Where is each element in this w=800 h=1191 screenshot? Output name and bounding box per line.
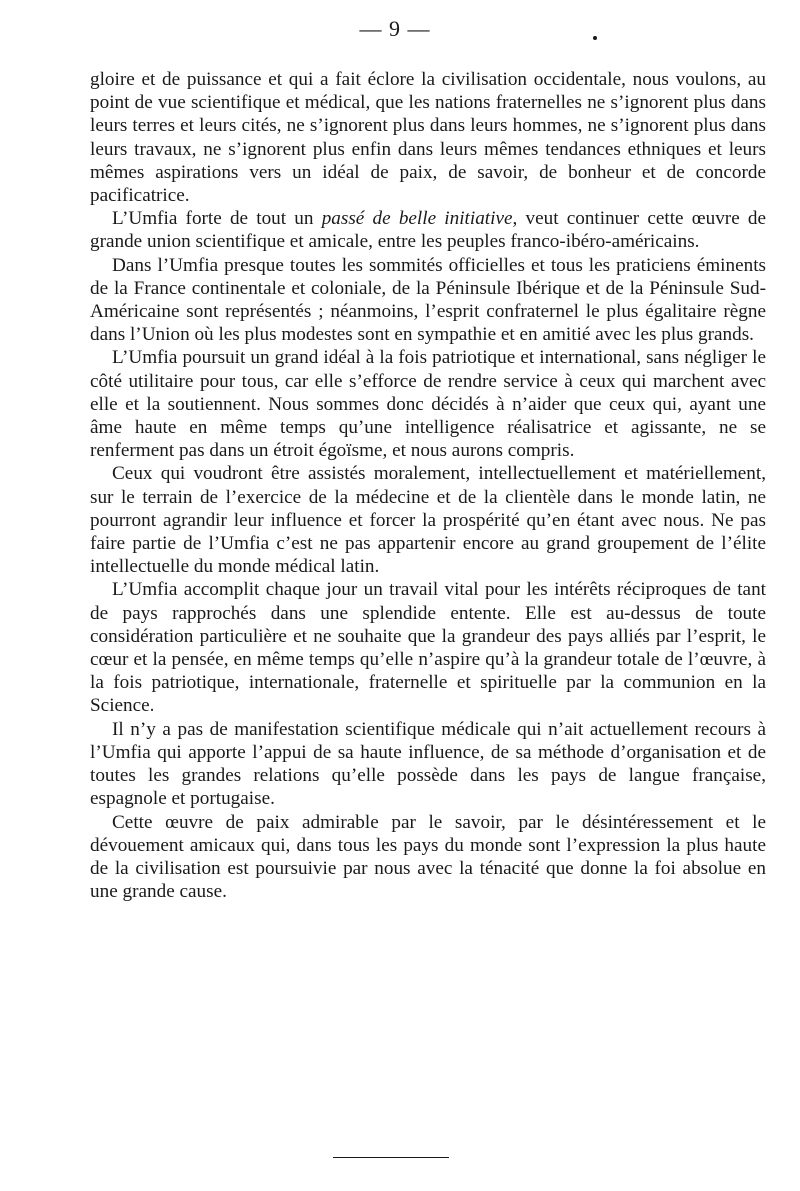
paragraph-text: Ceux qui voudront être assistés moralement, intellectuellement et matériellement, sur le terrain de l’exercice de la médecine et de la clientèle dans le monde latin, ne pourront agrandir leur influence et forcer la prospérité qu’en étant avec nous. Ne pas faire partie de l’Umfia c’est ne pas appartenir encore au grand groupement de l’élite intellectuelle du monde médical latin. xyxy=(90,463,766,578)
ink-dot-mark xyxy=(593,36,597,40)
paragraph-continued xyxy=(90,68,766,207)
page-number: — 9 — xyxy=(359,16,431,41)
paragraph-sommites xyxy=(90,254,766,347)
paragraph-ideal xyxy=(90,346,766,462)
paragraph-travail-vital xyxy=(90,578,766,717)
emphasis-text: passé de belle initiative xyxy=(321,208,513,230)
paragraph-text: L’Umfia accomplit chaque jour un travail vital pour les intérêts réciproques de tant de pays rapprochés dans une splendide entente. Elle est au-dessus de toute considération particulière et ne souhaite que la grandeur des pays alliés par l’esprit, le cœur et la pensée, en même temps qu’elle n’aspire qu’à la grandeur totale de l’œuvre, à la fois patriotique, internationale, fraternelle et spirituelle par la communion en la Science. xyxy=(90,579,766,717)
paragraph-text: L’Umfia poursuit un grand idéal à la fois patriotique et international, sans négliger le côté utilitaire pour tous, car elle s’efforce de rendre service à ceux qui marchent avec elle et la soutiennent. Nous sommes donc décidés à n’aider que ceux qui, ayant une âme haute en même temps qu’une intelligence réalisatrice et agissante, ne se renferment pas dans un étroit égoïsme, et nous aurons compris. xyxy=(90,347,766,462)
paragraph-oeuvre-paix xyxy=(90,811,766,904)
paragraph-assistes xyxy=(90,462,766,578)
paragraph-text: gloire et de puissance et qui a fait éclore la civilisation occidentale, nous voulons, au point de vue scientifique et médical, que les nations fraternelles ne s’ignorent plus dans leurs terres et leurs cités, ne s’ignorent plus dans leurs hommes, ne s’ignorent plus dans leurs travaux, ne s’ignorent plus enfin dans leurs mêmes tendances ethniques et leurs mêmes aspirations vers un idéal de paix, de savoir, de bonheur et de concorde pacificatrice. xyxy=(90,69,766,207)
page-header xyxy=(0,14,800,48)
paragraph-text: Cette œuvre de paix admirable par le savoir, par le désintéressement et le dévouement amicaux qui, dans tous les pays du monde sont l’expression la plus haute de la civilisation est poursuivie par nous avec la ténacité que donne la foi absolue en une grande cause. xyxy=(90,811,766,903)
footer-divider xyxy=(333,1157,449,1158)
paragraph-manifestation xyxy=(90,718,766,811)
paragraph-text: , veut continuer cette œuvre de grande union scientifique et amicale, entre les peuples franco-ibéro-américains. xyxy=(90,208,767,253)
paragraph-text: Dans l’Umfia presque toutes les sommités officielles et tous les praticiens éminents de la France continentale et coloniale, de la Péninsule Ibérique et de la Péninsule Sud-Américaine sont représentés ; néanmoins, l’esprit confraternel le plus égalitaire règne dans l’Union où les plus modestes sont en sympathie et en amitié avec les plus grands. xyxy=(90,254,766,346)
paragraph-text: L’Umfia forte de tout un xyxy=(112,208,322,230)
paragraph-umfia-initiative xyxy=(90,207,766,253)
paragraph-text: Il n’y a pas de manifestation scientifique médicale qui n’ait actuellement recours à l’Umfia qui apporte l’appui de sa haute influence, de sa méthode d’organisation et de toutes les grandes relations qu’elle possède dans les pays de langue française, espagnole et portugaise. xyxy=(90,718,766,810)
body-text xyxy=(90,68,766,903)
